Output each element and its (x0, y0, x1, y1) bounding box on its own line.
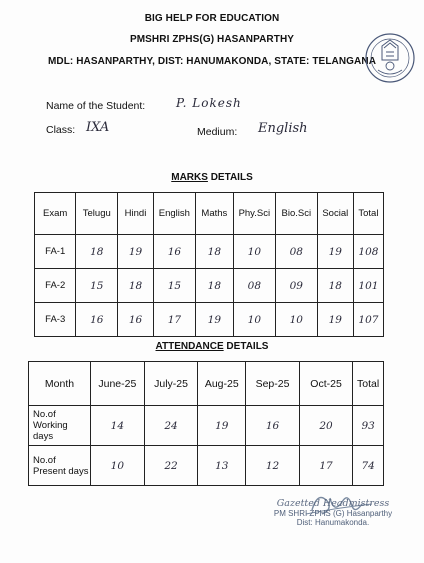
attendance-cell: 20 (299, 406, 353, 446)
attendance-header-row (29, 362, 384, 406)
marks-header-cell: Social (317, 193, 353, 235)
marks-row-label: FA-2 (35, 269, 76, 303)
marks-cell: 10 (233, 303, 275, 337)
marks-row (35, 303, 384, 337)
attendance-cell: 14 (90, 406, 144, 446)
marks-header-cell: Exam (35, 193, 76, 235)
attendance-header-cell: July-25 (144, 362, 198, 406)
marks-header-row (35, 193, 384, 235)
marks-cell: 10 (233, 235, 275, 269)
student-name-label: Name of the Student: (46, 100, 146, 112)
marks-header-cell: Phy.Sci (233, 193, 275, 235)
marks-cell: 15 (153, 269, 195, 303)
marks-cell: 18 (118, 269, 154, 303)
class-value: IXA (86, 120, 110, 135)
attendance-cell: 74 (353, 446, 384, 486)
marks-cell: 101 (353, 269, 383, 303)
stamp-line-1: Gazetted Headmistress (276, 498, 390, 509)
marks-cell: 18 (76, 235, 118, 269)
marks-row (35, 235, 384, 269)
header-line-1: BIG HELP FOR EDUCATION (144, 13, 280, 24)
marks-cell: 16 (118, 303, 154, 337)
marks-header-cell: Maths (195, 193, 233, 235)
attendance-header-cell: Sep-25 (246, 362, 300, 406)
attendance-row-label: No.of Present days (29, 446, 91, 486)
attendance-cell: 17 (299, 446, 353, 486)
marks-row (35, 269, 384, 303)
attendance-table (28, 361, 384, 486)
header-line-3: MDL: HASANPARTHY, DIST: HANUMAKONDA, STATE: TELANGANA (47, 56, 377, 67)
attendance-section-title: ATTENDANCE DETAILS (155, 341, 269, 352)
attendance-cell: 16 (246, 406, 300, 446)
marks-cell: 19 (118, 235, 154, 269)
attendance-row-label: No.of Working days (29, 406, 91, 446)
marks-cell: 18 (195, 235, 233, 269)
medium-label: Medium: (197, 126, 238, 138)
marks-cell: 107 (353, 303, 383, 337)
marks-cell: 17 (153, 303, 195, 337)
attendance-header-cell: Oct-25 (299, 362, 353, 406)
attendance-cell: 93 (353, 406, 384, 446)
attendance-cell: 22 (144, 446, 198, 486)
marks-header-cell: Hindi (118, 193, 154, 235)
marks-cell: 19 (195, 303, 233, 337)
marks-cell: 16 (153, 235, 195, 269)
marks-cell: 08 (275, 235, 317, 269)
attendance-header-cell: Total (353, 362, 384, 406)
attendance-cell: 19 (198, 406, 246, 446)
marks-cell: 18 (317, 269, 353, 303)
medium-value: English (258, 121, 308, 136)
attendance-header-cell: Month (29, 362, 91, 406)
marks-cell: 16 (76, 303, 118, 337)
attendance-cell: 12 (246, 446, 300, 486)
marks-cell: 19 (317, 303, 353, 337)
marks-cell: 19 (317, 235, 353, 269)
marks-header-cell: English (153, 193, 195, 235)
marks-cell: 08 (233, 269, 275, 303)
stamp-line-2: PM SHRI ZPHS (G) Hasanparthy (273, 509, 393, 518)
attendance-row (29, 406, 384, 446)
stamp-line-3: Dist: Hanumakonda. (296, 518, 370, 527)
attendance-cell: 24 (144, 406, 198, 446)
header-line-2: PMSHRI ZPHS(G) HASANPARTHY (129, 34, 295, 45)
attendance-row (29, 446, 384, 486)
marks-cell: 10 (275, 303, 317, 337)
state-emblem-icon (364, 30, 416, 86)
marks-header-cell: Telugu (76, 193, 118, 235)
marks-cell: 15 (76, 269, 118, 303)
marks-row-label: FA-1 (35, 235, 76, 269)
attendance-cell: 10 (90, 446, 144, 486)
marks-table (34, 192, 384, 337)
marks-cell: 09 (275, 269, 317, 303)
marks-header-cell: Bio.Sci (275, 193, 317, 235)
attendance-header-cell: Aug-25 (198, 362, 246, 406)
marks-header-cell: Total (353, 193, 383, 235)
marks-cell: 108 (353, 235, 383, 269)
marks-section-title: MARKS DETAILS (171, 172, 253, 183)
marks-cell: 18 (195, 269, 233, 303)
headmistress-stamp (268, 498, 398, 527)
student-name-value: P. Lokesh (176, 96, 242, 110)
attendance-header-cell: June-25 (90, 362, 144, 406)
attendance-cell: 13 (198, 446, 246, 486)
marks-row-label: FA-3 (35, 303, 76, 337)
class-label: Class: (46, 124, 76, 136)
